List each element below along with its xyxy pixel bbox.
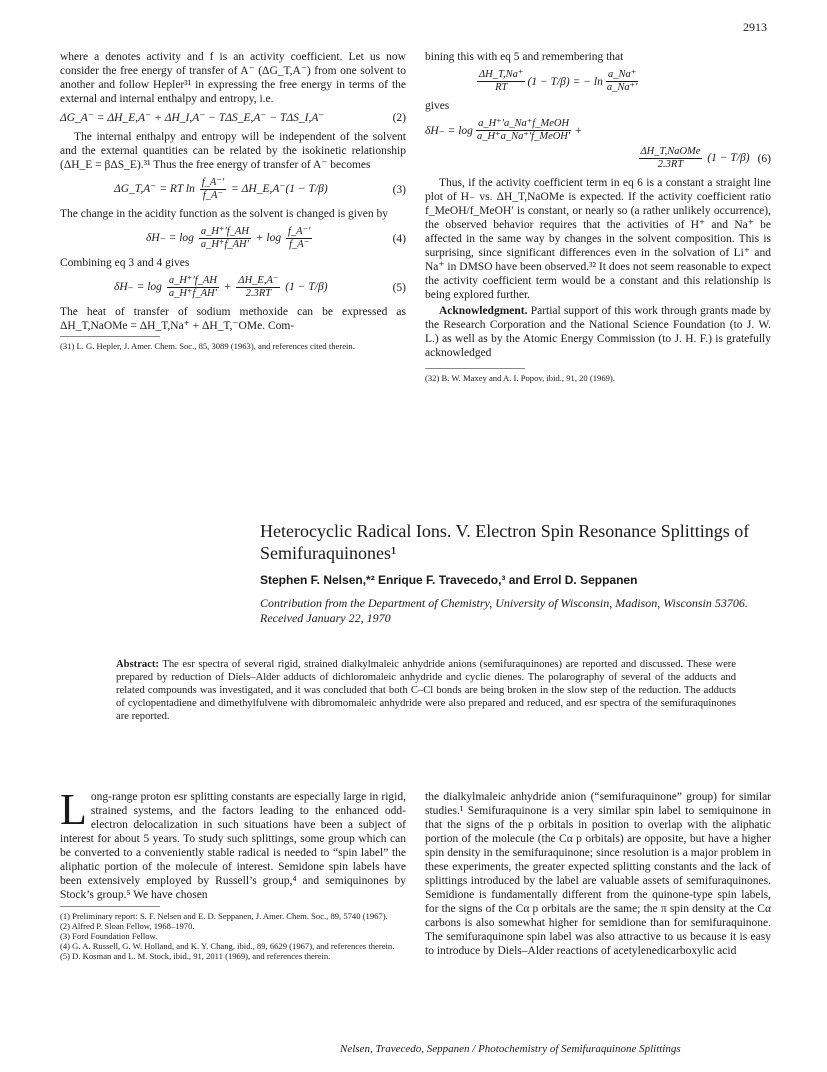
running-footer: Nelsen, Travecedo, Seppanen / Photochemistry of Semifuraquinone Splittings [340,1043,681,1055]
equation-5 [60,275,406,300]
equation-4-fraction-1 [199,226,251,251]
equation-2-body: ΔG_A⁻ = ΔH_E,A⁻ + ΔH_I,A⁻ − TΔS_E,A⁻ − TΔS_I,A⁻ [60,112,325,124]
footnote-divider [60,336,160,337]
equation-a-f1-denominator: RT [495,82,508,93]
equation-a-mid: (1 − T/β) = − ln [527,75,603,88]
equation-4-f1-denominator: a_H⁺f_AH′ [200,239,249,250]
equation-3-numerator: f_A⁻′ [201,177,225,188]
body-left-column [60,785,406,961]
equation-4 [60,226,406,251]
article-affiliation: Contribution from the Department of Chemistry, University of Wisconsin, Madison, Wisconsin 53706. Received January 22, 1970 [260,596,748,625]
left-paragraph-4: Combining eq 3 and 4 gives [60,257,190,269]
abstract [116,658,736,723]
equation-5-f2-numerator: ΔH_E,A⁻ [238,275,279,286]
right-paragraph-1: bining this with eq 5 and remembering that [425,51,624,63]
equation-5-fraction-1 [167,275,219,300]
left-paragraph-2: The internal enthalpy and entropy will be independent of the solvent and the external quantities can be related by the isokinetic relationship (ΔH_E = βΔS_E).³¹ Thus the free energy of transfer of A⁻ becomes [60,131,406,171]
right-column [425,50,771,383]
equation-4-lhs: δH₋ = log [146,232,194,245]
equation-3-number: (3) [392,183,406,196]
equation-3-fraction [200,177,226,202]
footnote-32: (32) B. W. Maxey and A. I. Popov, ibid., 91, 20 (1969). [425,373,615,383]
equation-6-f1-denominator: a_H⁺a_Na⁺′f_MeOH′ [476,131,571,142]
equation-5-lhs: δH₋ = log [114,281,162,294]
body-right-column [425,790,771,958]
equation-3-rhs: = ΔH_E,A⁻(1 − T/β) [231,183,328,196]
equation-2-number: (2) [392,112,406,124]
right-paragraph-2: gives [425,100,450,112]
acknowledgment-text: Partial support of this work through grants made by the Research Corporation and the National Science Foundation (to J. W. L.) as well as by the Atomic Energy Commission (to J. H. F.) is gratefully acknowledged [425,305,771,359]
drop-cap: L [60,785,87,834]
body-left-paragraph [60,785,406,902]
abstract-text: The esr spectra of several rigid, strained dialkylmaleic anhydride anions (semifuraquinones) are reported and discussed. These were prepared by reduction of Diels–Alder adducts of dichloromaleic anhydride and cyclic dienes. The polarography of several of the adducts and related compounds was investigated, and it was concluded that both C–Cl bonds are being broken in the slow step of the reduction. The adducts of cyclopentadiene and dimethylfulvene with dibromomaleic anhydride were also prepared and reduced, and esr spectra of the semifuraquinones are reported. [116,659,736,722]
equation-a-fraction-1 [477,69,525,94]
equation-a-fraction-2 [605,69,640,94]
equation-4-f2-numerator: f_A⁻′ [288,226,311,237]
equation-5-f1-denominator: a_H⁺f_AH′ [168,288,217,299]
equation-6-plus: + [574,124,582,137]
footnote-31: (31) L. G. Hepler, J. Amer. Chem. Soc., 85, 3089 (1963), and references cited therein. [60,341,355,351]
footnote-divider-right [425,368,525,369]
equation-5-rhs: (1 − T/β) [285,281,328,294]
body-footnote-divider [60,906,160,907]
footnote-3: (3) Ford Foundation Fellow. [60,931,158,941]
left-paragraph-5: The heat of transfer of sodium methoxide can be expressed as ΔH_T,NaOMe = ΔH_T,Na⁺ + ΔH_T,⁻OMe. Com- [60,306,406,332]
equation-6-fraction-1 [475,118,572,143]
left-column [60,50,406,351]
article-title: Heterocyclic Radical Ions. V. Electron Spin Resonance Splittings of Semifuraquinones¹ [260,521,750,563]
equation-6-line-2 [425,146,771,171]
equation-6-f2-numerator: ΔH_T,NaOMe [640,146,701,157]
equation-5-number: (5) [392,281,406,294]
equation-6-f1-numerator: a_H⁺′a_Na⁺f_MeOH [478,118,570,129]
footnote-5: (5) D. Kosman and L. M. Stock, ibid., 91, 2011 (1969), and references therein. [60,951,331,961]
equation-3 [60,177,406,202]
equation-3-denominator: f_A⁻ [202,190,223,201]
equation-6-rhs: (1 − T/β) [707,152,750,165]
equation-5-f2-denominator: 2.3RT [245,288,272,299]
equation-5-mid: + [223,281,232,294]
acknowledgment-label: Acknowledgment. [439,305,528,317]
equation-5-f1-numerator: a_H⁺′f_AH [168,275,217,286]
page-number: 2913 [743,20,767,34]
equation-a [425,69,771,94]
equation-4-fraction-2 [286,226,312,251]
equation-4-mid: + log [255,232,282,245]
equation-6-f2-denominator: 2.3RT [657,159,684,170]
body-right-text: the dialkylmaleic anhydride anion (“semifuraquinone” group) for similar studies.¹ Semifuraquinone is a very similar spin label to semiquinone in that the signs of the p orbitals in position to overlap with the aliphatic portion of the molecule (the Cα p orbitals) are opposite, but have a higher spin density in the semifuraquinone; since resolution is a major problem in these experiments, the greater expected splitting constants and the lack of splittings introduced by the label are valuable assets of semifuraquinones. Semidione is fundamentally different from the quinone-type spin labels, for the signs of the Cα p orbitals are the same; the π spin density at the Cα carbons is also somewhat higher for semidione than for semifuraquinone. The semifuraquinone spin label was also attractive to us because it is easy to introduce by Diels–Alder reactions of acetylenedicarboxylic acid [425,791,771,957]
abstract-label: Abstract: [116,659,159,670]
equation-4-f1-numerator: a_H⁺′f_AH [200,226,249,237]
left-paragraph-1: where a denotes activity and f is an activity coefficient. Let us now consider the free energy of transfer of A⁻ (ΔG_T,A⁻) from one solvent to another and follow Hepler³¹ in expressing the free energy in terms of the external and internal enthalpy and entropy, i.e. [60,51,406,105]
equation-6-number: (6) [757,152,771,165]
equation-2 [60,111,406,125]
equation-4-number: (4) [392,232,406,245]
body-left-text: ong-range proton esr splitting constants are especially large in rigid, strained systems, and the factors leading to the enhanced odd-electron delocalization in such situations have been a subject of interest for about 5 years. To study such splittings, some group which can be converted to a conveniently stable radical is needed to “spin label” the aliphatic portion of the molecule of interest. Semidone spin labels have been extensively employed by Russell’s group,⁴ and semiquinones by Stock’s group.⁵ We have chosen [60,791,406,901]
equation-6-fraction-2 [639,146,703,171]
equation-5-fraction-2 [236,275,280,300]
acknowledgment [425,304,771,360]
article-authors: Stephen F. Nelsen,*² Enrique F. Travecedo,³ and Errol D. Seppanen [260,573,638,587]
left-paragraph-3: The change in the acidity function as the solvent is changed is given by [60,208,388,220]
equation-6 [425,118,771,143]
footnote-1: (1) Preliminary report: S. F. Nelsen and E. D. Seppanen, J. Amer. Chem. Soc., 89, 5740 (1967). [60,911,388,921]
right-paragraph-3: Thus, if the activity coefficient term in eq 6 is a constant a straight line plot of H₋ vs. ΔH_T,NaOMe is expected. If the activity coefficient ratio f_MeOH/f_MeOH′ is constant, or nearly so (a rather unlikely occurrence), the observed behavior requires that the activities of H⁺ and Na⁺ be affected in the same way by changes in the solvent composition. This is surprising, since significant differences even in the solvation of Li⁺ and Na⁺ in DMSO have been observed.³² It does not seem reasonable to expect the activity coefficient term would be a constant and this relationship is being explored further. [425,177,771,301]
equation-a-f1-numerator: ΔH_T,Na⁺ [479,69,524,80]
equation-a-f2-denominator: a_Na⁺′ [606,82,638,93]
equation-4-f2-denominator: f_A⁻ [289,239,310,250]
equation-3-lhs: ΔG_T,A⁻ = RT ln [114,183,195,196]
equation-6-lhs: δH₋ = log [425,124,473,137]
equation-a-f2-numerator: a_Na⁺ [607,69,637,80]
footnote-2: (2) Alfred P. Sloan Fellow, 1968–1970. [60,921,195,931]
footnote-4: (4) G. A. Russell, G. W. Holland, and K. Y. Chang, ibid., 89, 6629 (1967), and references therein. [60,941,395,951]
